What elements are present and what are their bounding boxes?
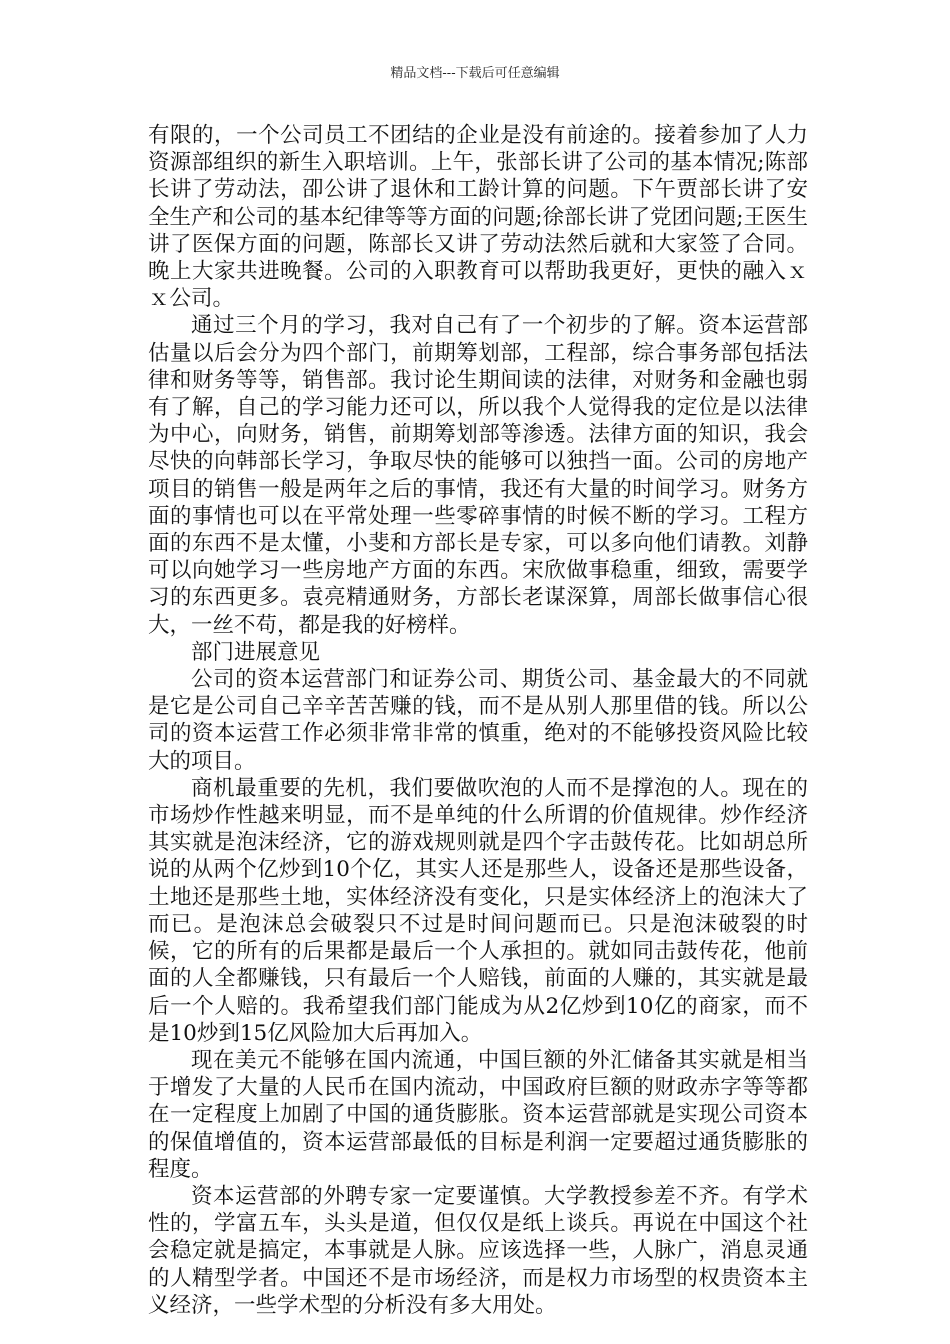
paragraph-5: 现在美元不能够在国内流通，中国巨额的外汇储备其实就是相当于增发了大量的人民币在国内流动，中国政府巨额的财政赤字等等都在一定程度上加剧了中国的通货膨胀。资本运营部就是实现公司资本的保值增值的，资本运营部最低的目标是利润一定要超过通货膨胀的程度。 [148,1047,808,1182]
paragraph-4: 商机最重要的先机，我们要做吹泡的人而不是撑泡的人。现在的市场炒作性越来明显，而不是单纯的什么所谓的价值规律。炒作经济其实就是泡沫经济，它的游戏规则就是四个字击鼓传花。比如胡总所说的从两个亿炒到10个亿，其实人还是那些人，设备还是那些设备，土地还是那些土地，实体经济没有变化，只是实体经济上的泡沫大了而已。是泡沫总会破裂只不过是时间问题而已。只是泡沫破裂的时候，它的所有的后果都是最后一个人承担的。就如同击鼓传花，他前面的人全都赚钱，只有最后一个人赔钱，前面的人赚的，其实就是最后一个人赔的。我希望我们部门能成为从2亿炒到10亿的商家，而不是10炒到15亿风险加大后再加入。 [148,775,808,1046]
paragraph-3: 公司的资本运营部门和证券公司、期货公司、基金最大的不同就是它是公司自己辛辛苦苦赚的钱，而不是从别人那里借的钱。所以公司的资本运营工作必须非常非常的慎重，绝对的不能够投资风险比较大的项目。 [148,667,808,774]
paragraph-2: 通过三个月的学习，我对自己有了一个初步的了解。资本运营部估量以后会分为四个部门，前期筹划部，工程部，综合事务部包括法律和财务等等，销售部。我讨论生期间读的法律，对财务和金融也弱有了解，自己的学习能力还可以，所以我个人觉得我的定位是以法律为中心，向财务，销售，前期筹划部等渗透。法律方面的知识，我会尽快的向韩部长学习，争取尽快的能够可以独挡一面。公司的房地产项目的销售一般是两年之后的事情，我还有大量的时间学习。财务方面的事情也可以在平常处理一些零碎事情的时候不断的学习。工程方面的东西不是太懂，小斐和方部长是专家，可以多向他们请教。刘静可以向她学习一些房地产方面的东西。宋欣做事稳重，细致，需要学习的东西更多。袁亮精通财务，方部长老谋深算，周部长做事信心很大，一丝不苟，都是我的好榜样。 [148,313,808,638]
paragraph-6: 资本运营部的外聘专家一定要谨慎。大学教授参差不齐。有学术性的，学富五车，头头是道，但仅仅是纸上谈兵。再说在中国这个社会稳定就是搞定，本事就是人脉。应该选择一些，人脉广，消息灵通的人精型学者。中国还不是市场经济，而是权力市场型的权贵资本主义经济，一些学术型的分析没有多大用处。 [148,1183,808,1318]
page-header: 精品文档---下载后可任意编辑 [390,66,560,81]
paragraph-1: 有限的，一个公司员工不团结的企业是没有前途的。接着参加了人力资源部组织的新生入职培训。上午，张部长讲了公司的基本情况;陈部长讲了劳动法，卲公讲了退休和工龄计算的问题。下午贾部长讲了安全生产和公司的基本纪律等等方面的问题;徐部长讲了党团问题;王医生讲了医保方面的问题，陈部长又讲了劳动法然后就和大家签了合同。晚上大家共进晚餐。公司的入职教育可以帮助我更好，更快的融入ｘｘ公司。 [148,123,808,312]
section-heading: 部门进展意见 [191,639,321,665]
document-body [148,122,808,1319]
